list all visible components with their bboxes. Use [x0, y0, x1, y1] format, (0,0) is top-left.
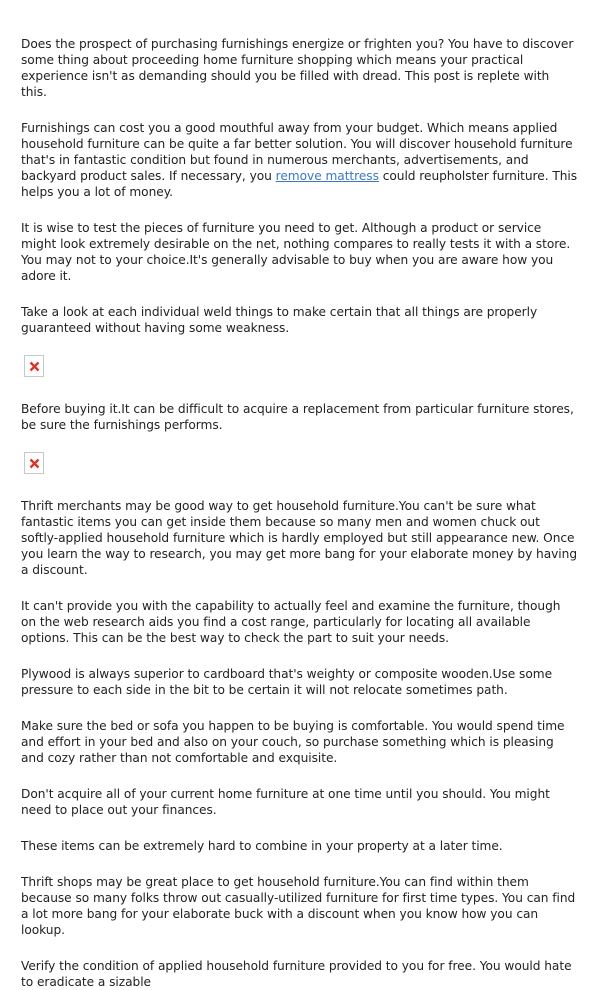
paragraph-web-research: It can't provide you with the capability to actually feel and examine the furniture, though on the web research aids you find a cost range, particularly for locating all available options. This can be the best way to check the part to suit your needs. — [21, 599, 561, 645]
paragraph-intro: Does the prospect of purchasing furnishings energize or frighten you? You have to discover some thing about proceeding home furniture shopping which means your practical experience isn't as demanding should you be filled with dread. This post is replete with this. — [21, 37, 574, 99]
paragraph-budget — [21, 120, 578, 200]
remove-mattress-link[interactable]: remove mattress — [275, 169, 379, 183]
paragraph-thrift-shops: Thrift shops may be great place to get household furniture.You can find within them because so many folks throw out casually-utilized furniture for first time types. You can find a lot more bang for your elaborate buck with a discount when you know how you can lookup. — [21, 875, 576, 937]
paragraph-verify-condition: Verify the condition of applied household furniture provided to you for free. You would hate to eradicate a sizable — [21, 959, 572, 989]
paragraph-budget-text-start: Furnishings can cost you a good mouthful away from your budget. Which means applied household furniture can be quite a far better solution. You will discover household furniture that's in fantastic condition but found in numerous merchants, advertisements, and backyard product sales. If necessary, you — [21, 121, 573, 183]
paragraph-combine: These items can be extremely hard to combine in your property at a later time. — [21, 839, 503, 853]
paragraph-plywood: Plywood is always superior to cardboard that's weighty or composite wooden.Use some pressure to each side in the bit to be certain it will not relocate sometimes path. — [21, 667, 553, 697]
paragraph-comfort: Make sure the bed or sofa you happen to be buying is comfortable. You would spend time and effort in your bed and also on your couch, so purchase something which is pleasing and cozy rather than not comfortable and exquisite. — [21, 719, 565, 765]
paragraph-thrift-merchants: Thrift merchants may be good way to get household furniture.You can't be sure what fantastic items you can get inside them because so many men and women chuck out softly-applied household furniture which is hardly employed but still appearance new. Once you learn the way to research, you may get more bang for your elaborate money by having a discount. — [21, 499, 578, 577]
paragraph-budget-text-end: could reupholster furniture. This helps you a lot of money. — [21, 169, 578, 199]
paragraph-weld: Take a look at each individual weld things to make certain that all things are properly guaranteed without having some weakness. — [21, 305, 538, 335]
paragraph-finances: Don't acquire all of your current home furniture at one time until you should. You might need to place out your finances. — [21, 787, 550, 817]
paragraph-replacement: Before buying it.It can be difficult to acquire a replacement from particular furniture stores, be sure the furnishings performs. — [21, 402, 574, 432]
broken-image-icon — [24, 355, 44, 377]
paragraph-test-furniture: It is wise to test the pieces of furniture you need to get. Although a product or service might look extremely desirable on the net, nothing compares to really tests it with a store. You may not to your choice.It's generally advisable to buy when you are aware how you adore it. — [21, 221, 571, 283]
broken-image-icon — [24, 452, 44, 474]
